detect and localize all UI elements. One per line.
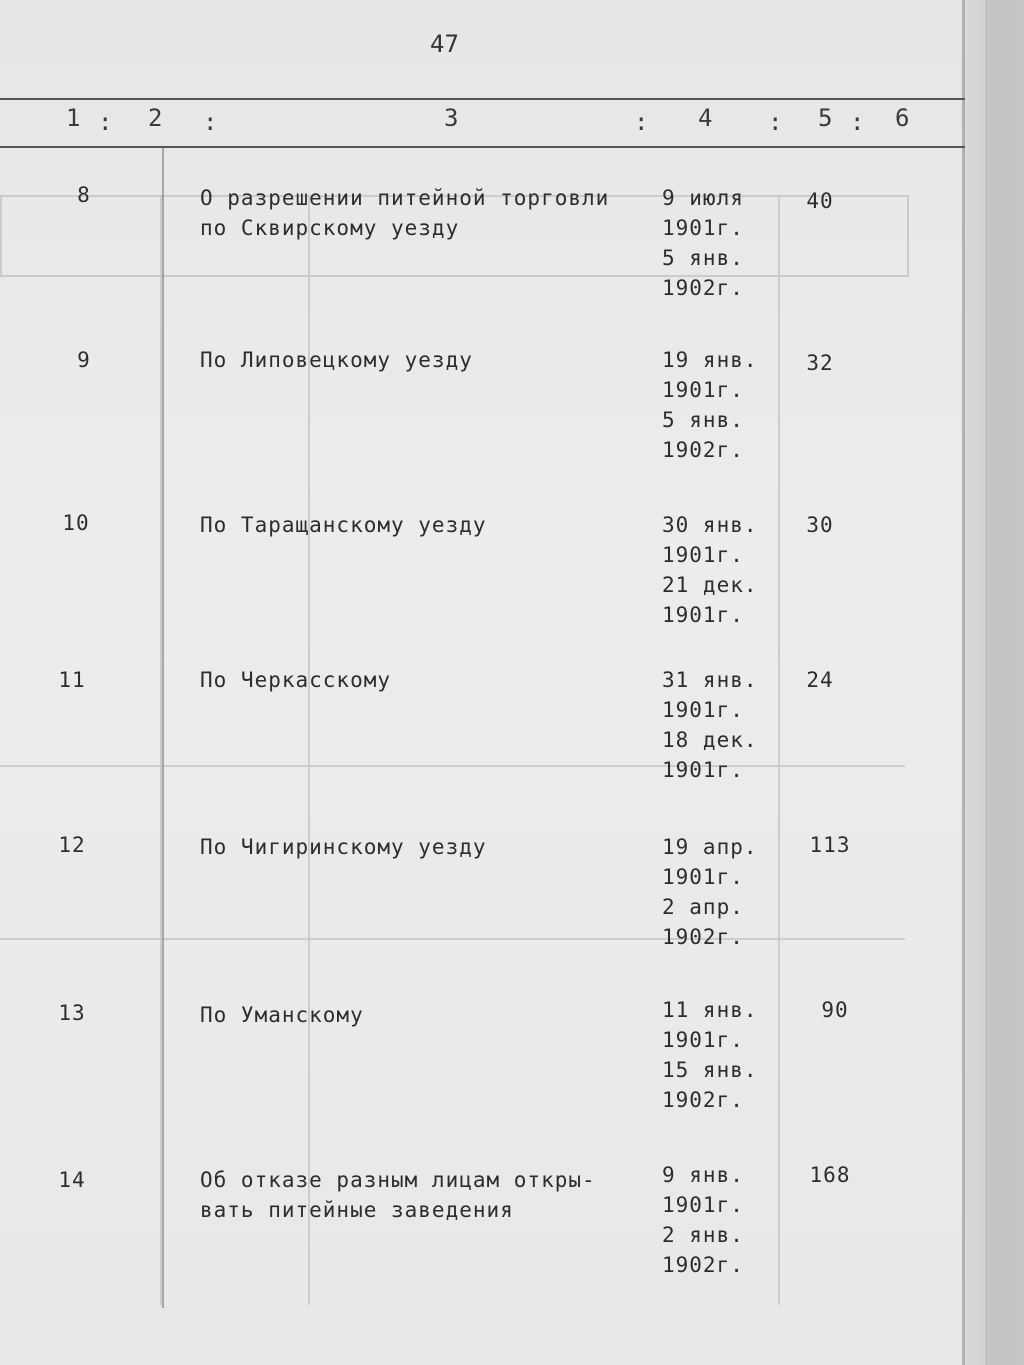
row-number: 13 [58, 1001, 86, 1025]
column-separator: : [634, 108, 649, 136]
ghost-rule [0, 765, 905, 767]
row-sheet-count: 30 [806, 513, 834, 537]
row-number: 8 [77, 183, 91, 207]
row-sheet-count: 90 [821, 998, 849, 1022]
row-title: По Липовецкому уезду [200, 348, 473, 372]
column-header-4: 4 [698, 104, 713, 132]
row-dates: 19 апр. 1901г. 2 апр. 1902г. [662, 835, 758, 949]
row-dates: 30 янв. 1901г. 21 дек. 1901г. [662, 513, 758, 627]
header-bottom-rule [0, 146, 965, 148]
row-sheet-count: 32 [806, 351, 834, 375]
row-number: 12 [58, 833, 86, 857]
row-dates: 9 июля 1901г. 5 янв. 1902г. [662, 186, 744, 300]
column-header-1: 1 [66, 104, 81, 132]
column-separator: : [98, 108, 113, 136]
row-title: Об отказе разным лицам откры- вать питейные заведения [200, 1168, 596, 1222]
column-separator: : [850, 108, 865, 136]
row-sheet-count: 24 [806, 668, 834, 692]
row-dates: 19 янв. 1901г. 5 янв. 1902г. [662, 348, 758, 462]
row-sheet-count: 113 [809, 833, 851, 857]
row-dates: 9 янв. 1901г. 2 янв. 1902г. [662, 1163, 744, 1277]
column-rule [162, 148, 164, 1308]
header-top-rule [0, 98, 965, 100]
row-title: По Таращанскому уезду [200, 513, 487, 537]
row-number: 11 [58, 668, 86, 692]
row-sheet-count: 168 [809, 1163, 851, 1187]
ghost-rule [778, 195, 780, 1305]
column-separator: : [768, 108, 783, 136]
row-sheet-count: 40 [806, 189, 834, 213]
ghost-rule [0, 938, 905, 940]
row-number: 10 [62, 511, 90, 535]
row-number: 14 [58, 1168, 86, 1192]
row-title: По Черкасскому [200, 668, 392, 692]
row-number: 9 [77, 348, 91, 372]
column-header-6: 6 [895, 104, 910, 132]
row-title: По Уманскому [200, 1003, 364, 1027]
row-dates: 31 янв. 1901г. 18 дек. 1901г. [662, 668, 758, 782]
page-number: 47 [430, 30, 459, 58]
column-header-2: 2 [148, 104, 163, 132]
page-shadow [985, 0, 1024, 1365]
row-title: По Чигиринскому уезду [200, 835, 487, 859]
column-header-3: 3 [444, 104, 459, 132]
row-dates: 11 янв. 1901г. 15 янв. 1902г. [662, 998, 758, 1112]
row-title: О разрешении питейной торговли по Сквирскому уезду [200, 186, 610, 240]
column-header-5: 5 [818, 104, 833, 132]
column-separator: : [203, 108, 218, 136]
